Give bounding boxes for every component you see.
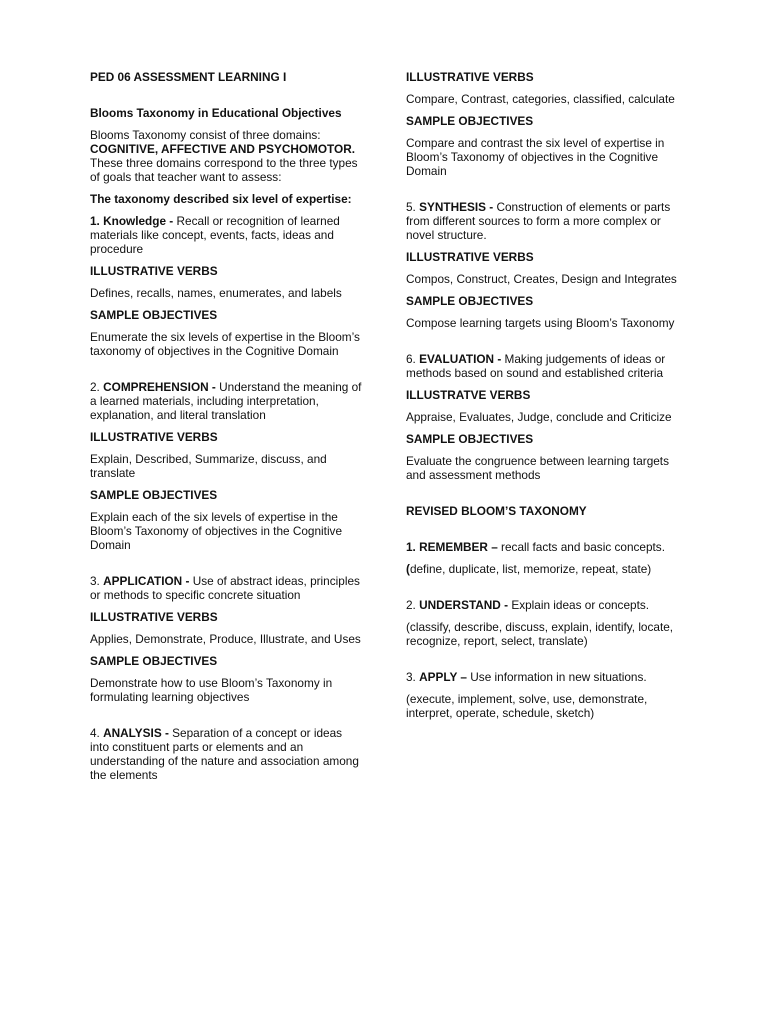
synthesis-paragraph bbox=[406, 200, 682, 242]
intro-paragraph bbox=[90, 128, 362, 184]
evaluation-desc: Making judgements of ideas or methods based on sound and established criteria bbox=[406, 352, 666, 380]
knowledge-verbs: Defines, recalls, names, enumerates, and labels bbox=[90, 286, 342, 300]
apply-verbs: (execute, implement, solve, use, demonstrate, interpret, operate, schedule, sketch) bbox=[406, 692, 648, 720]
comprehension-num: 2. bbox=[90, 380, 104, 394]
section-title: Blooms Taxonomy in Educational Objectives bbox=[90, 106, 342, 120]
synthesis-title: SYNTHESIS - bbox=[419, 200, 494, 214]
synthesis-objectives-label: SAMPLE OBJECTIVES bbox=[406, 294, 534, 308]
knowledge-paragraph bbox=[90, 214, 362, 256]
analysis-objectives: Compare and contrast the six level of expertise in Bloom’s Taxonomy of objectives in the Cognitive Domain bbox=[406, 136, 665, 178]
knowledge-title: 1. Knowledge - bbox=[90, 214, 174, 228]
evaluation-verbs: Appraise, Evaluates, Judge, conclude and Criticize bbox=[406, 410, 672, 424]
right-column bbox=[406, 70, 682, 728]
evaluation-objectives: Evaluate the congruence between learning targets and assessment methods bbox=[406, 454, 669, 482]
analysis-num: 4. bbox=[90, 726, 104, 740]
understand-num: 2. bbox=[406, 598, 420, 612]
comprehension-objectives-label: SAMPLE OBJECTIVES bbox=[90, 488, 218, 502]
apply-paragraph bbox=[406, 670, 682, 684]
synthesis-num: 5. bbox=[406, 200, 420, 214]
analysis-objectives-label: SAMPLE OBJECTIVES bbox=[406, 114, 534, 128]
analysis-title: ANALYSIS - bbox=[103, 726, 169, 740]
analysis-paragraph bbox=[90, 726, 362, 782]
apply-num: 3. bbox=[406, 670, 420, 684]
document-title: PED 06 ASSESSMENT LEARNING I bbox=[90, 70, 287, 84]
understand-paragraph bbox=[406, 598, 682, 612]
knowledge-objectives: Enumerate the six levels of expertise in the Bloom’s taxonomy of objectives in the Cognitive Domain bbox=[90, 330, 360, 358]
remember-title: 1. REMEMBER – bbox=[406, 540, 498, 554]
evaluation-paragraph bbox=[406, 352, 682, 380]
synthesis-desc: Construction of elements or parts from different sources to form a more complex or novel structure. bbox=[406, 200, 671, 242]
application-num: 3. bbox=[90, 574, 104, 588]
remember-paren: ( bbox=[406, 562, 410, 576]
analysis-desc: Separation of a concept or ideas into constituent parts or elements and an understanding of the nature and association among the elements bbox=[90, 726, 359, 782]
application-objectives-label: SAMPLE OBJECTIVES bbox=[90, 654, 218, 668]
evaluation-objectives-label: SAMPLE OBJECTIVES bbox=[406, 432, 534, 446]
remember-paragraph bbox=[406, 540, 682, 554]
remember-verbs bbox=[406, 562, 682, 576]
apply-desc: Use information in new situations. bbox=[467, 670, 647, 684]
remember-desc: recall facts and basic concepts. bbox=[497, 540, 665, 554]
left-column bbox=[90, 70, 362, 790]
understand-desc: Explain ideas or concepts. bbox=[508, 598, 650, 612]
application-title: APPLICATION - bbox=[103, 574, 190, 588]
understand-verbs: (classify, describe, discuss, explain, identify, locate, recognize, report, select, translate) bbox=[406, 620, 674, 648]
comprehension-verbs-label: ILLUSTRATIVE VERBS bbox=[90, 430, 218, 444]
knowledge-desc: Recall or recognition of learned materials like concept, events, facts, ideas and procedure bbox=[90, 214, 340, 256]
understand-title: UNDERSTAND - bbox=[419, 598, 509, 612]
comprehension-objectives: Explain each of the six levels of expertise in the Bloom’s Taxonomy of objectives in the Cognitive Domain bbox=[90, 510, 343, 552]
application-verbs-label: ILLUSTRATIVE VERBS bbox=[90, 610, 218, 624]
intro-text-rest: These three domains correspond to the three types of goals that teacher want to assess: bbox=[90, 156, 358, 184]
analysis-verbs: Compare, Contrast, categories, classified, calculate bbox=[406, 92, 675, 106]
evaluation-title: EVALUATION - bbox=[419, 352, 502, 366]
intro-domains: COGNITIVE, AFFECTIVE AND PSYCHOMOTOR. bbox=[90, 142, 356, 156]
knowledge-verbs-label: ILLUSTRATIVE VERBS bbox=[90, 264, 218, 278]
application-desc: Use of abstract ideas, principles or methods to specific concrete situation bbox=[90, 574, 360, 602]
comprehension-paragraph bbox=[90, 380, 362, 422]
knowledge-objectives-label: SAMPLE OBJECTIVES bbox=[90, 308, 218, 322]
application-objectives: Demonstrate how to use Bloom’s Taxonomy in formulating learning objectives bbox=[90, 676, 333, 704]
intro-text: Blooms Taxonomy consist of three domains: bbox=[90, 128, 321, 142]
levels-heading: The taxonomy described six level of expertise: bbox=[90, 192, 352, 206]
evaluation-verbs-label: ILLUSTRATVE VERBS bbox=[406, 388, 531, 402]
application-paragraph bbox=[90, 574, 362, 602]
comprehension-verbs: Explain, Described, Summarize, discuss, and translate bbox=[90, 452, 327, 480]
synthesis-verbs: Compos, Construct, Creates, Design and Integrates bbox=[406, 272, 677, 286]
comprehension-desc: Understand the meaning of a learned materials, including interpretation, explanation, and literal translation bbox=[90, 380, 362, 422]
application-verbs: Applies, Demonstrate, Produce, Illustrate, and Uses bbox=[90, 632, 361, 646]
analysis-verbs-label: ILLUSTRATIVE VERBS bbox=[406, 70, 534, 84]
revised-taxonomy-title: REVISED BLOOM’S TAXONOMY bbox=[406, 504, 587, 518]
evaluation-num: 6. bbox=[406, 352, 420, 366]
apply-title: APPLY – bbox=[419, 670, 467, 684]
synthesis-verbs-label: ILLUSTRATIVE VERBS bbox=[406, 250, 534, 264]
comprehension-title: COMPREHENSION - bbox=[103, 380, 216, 394]
remember-verbs-text: define, duplicate, list, memorize, repeat, state) bbox=[409, 562, 652, 576]
synthesis-objectives: Compose learning targets using Bloom’s Taxonomy bbox=[406, 316, 675, 330]
